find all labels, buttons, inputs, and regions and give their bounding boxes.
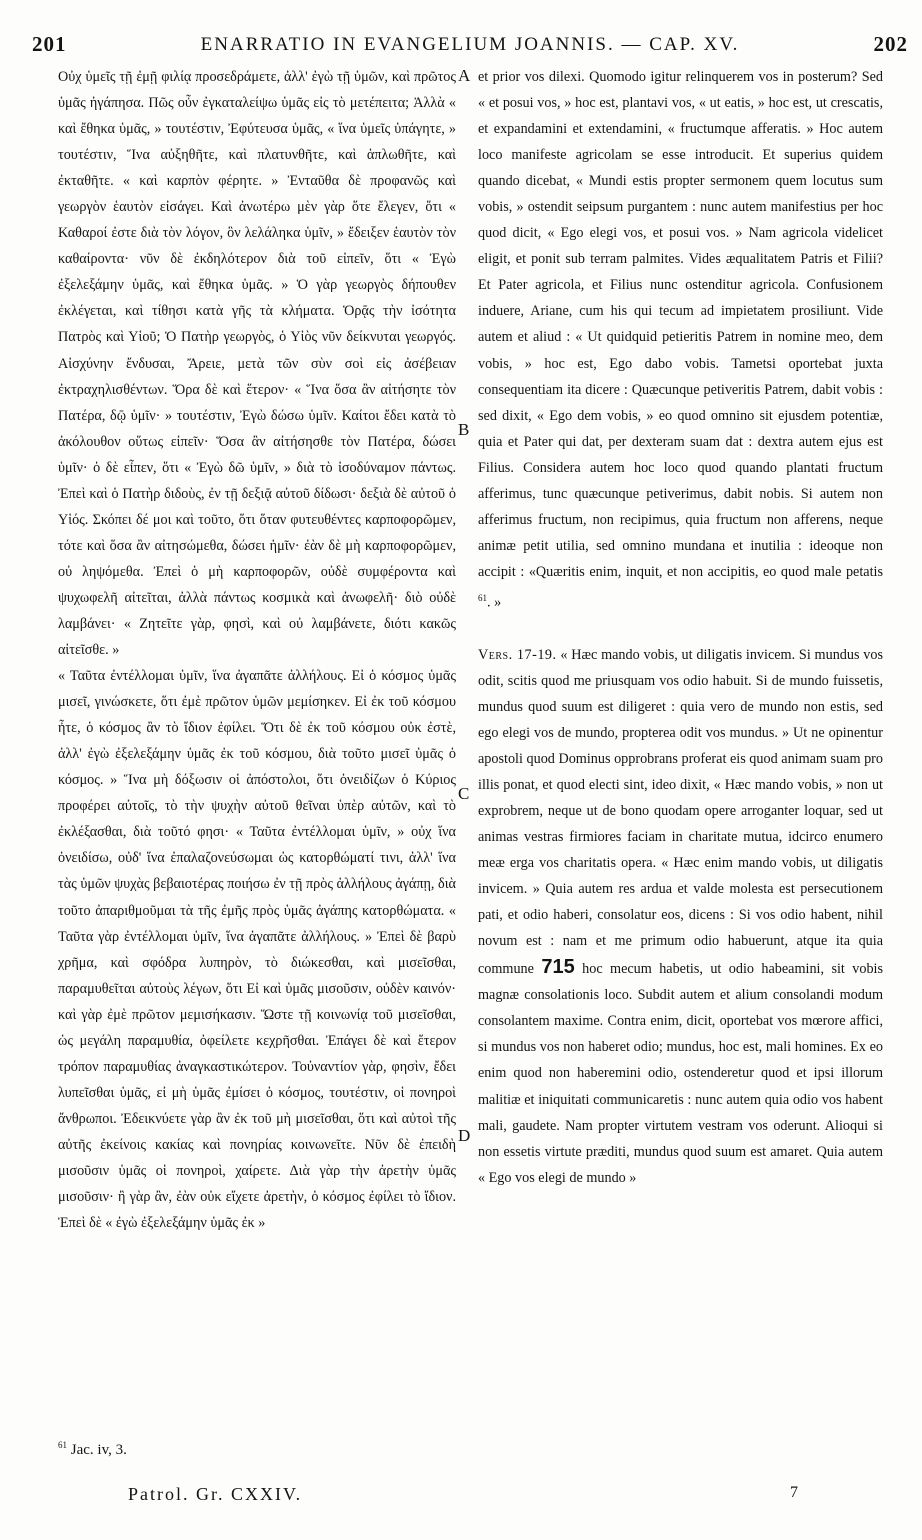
footnote-text: Jac. iv, 3. — [70, 1442, 127, 1458]
latin-text: « Hæc mando vobis, ut diligatis invicem. Si mundus vos odit, scitis quod me priusquam vos odio habuit. Si de mundo fuissetis, mundus quod suum est diligeret : quia vero de mundo non estis, sed ego elegi vos de mundo, propterea odit vos mundus. » Ut ne opinentur apostoli quod Dominus opprobrans proferat eis quod animam suam pro illis ponat, et quod electi sint, ideo dixit, « Hæc mando vobis, » non ut exprobrem, neque ut de bono quodam opere arroganter loquar, sed ut animas vestras firmiores faciam in charitate mutua, idcirco enumero meæ erga vos charitatis opera. « Hæc enim mando vobis, ut diligatis invicem. » Quia autem res ardua et valde molesta est persecutionem pati, et odio haberi, consolatur eos, dicens : Si vos odio habent, nihil novum est : nam et me primum odio habuerunt, atque ita quia commune — [478, 646, 883, 978]
footnote — [58, 1440, 127, 1459]
running-title: ENARRATIO IN EVANGELIUM JOANNIS. — CAP. XV. — [200, 34, 740, 55]
latin-text: hoc mecum habetis, ut odio habeamini, sit vobis magnæ consolationis loco. Subdit autem et alium consolandi modum consolantem maxime. Contra enim, dicit, oportebat vos mœrore affici, si mundus vos non haberet odio; mundus, hoc est, mali homines. Ex eo enim quod non haberemini odio, ostenderetur quod et ipsi illorum malitiæ et iniquitati communicaretis : nunc autem quia odio vos habent mali, gaudete. Nam propter virtutem vestram vos oderunt. Alioqui si non essetis virtute præditi, mundus quod suum est amaret. Quia autem « Ego vos elegi de mundo » — [478, 961, 883, 1186]
page-number-right: 202 — [873, 32, 908, 56]
latin-paragraph — [478, 64, 883, 616]
footnote-number: 61 — [58, 1440, 67, 1450]
latin-paragraph — [478, 642, 883, 1191]
section-marker-b: B — [458, 420, 470, 439]
column-number: 715 — [541, 956, 575, 979]
latin-column — [478, 64, 883, 1191]
section-marker-c: C — [458, 784, 470, 803]
running-header — [32, 22, 908, 62]
page-number-left: 201 — [32, 32, 67, 56]
footer-series: Patrol. Gr. CXXIV. — [128, 1484, 303, 1504]
paragraph-gap — [478, 616, 883, 642]
greek-paragraph: « Ταῦτα ἐντέλλομαι ὑμῖν, ἵνα ἀγαπᾶτε ἀλλήλους. Εἰ ὁ κόσμος ὑμᾶς μισεῖ, γινώσκετε, ὅτι ἐμὲ πρῶτον ὑμῶν μεμίσηκεν. Εἰ ἐκ τοῦ κόσμου ἦτε, ὁ κόσμος ἂν τὸ ἴδιον ἐφίλει. Ὅτι δὲ ἐκ τοῦ κόσμου οὐκ ἐστὲ, ἀλλ' ἐγὼ ἐξελεξάμην ὑμᾶς ἐκ τοῦ κόσμου, διὰ τοῦτο μισεῖ ὑμᾶς ὁ κόσμος. » Ἵνα μὴ δόξωσιν οἱ ἀπόστολοι, ὅτι ὀνειδίζων ὁ Κύριος προφέρει αὐτοῖς, τὸ τὴν ψυχὴν αὐτοῦ θεῖναι ὑπὲρ αὐτῶν, καὶ τὸ ἐκλέξασθαι, διὰ τοῦτό φησι· « Ταῦτα ἐντέλλομαι ὑμῖν, » οὐχ ἵνα ὀνειδίσω, οὐδ' ἵνα ἐπαλαζονεύσωμαι ὡς κατορθώματί τινι, ἀλλ' ἵνα τὰς ὑμῶν ψυχὰς βεβαιοτέρας ποιήσω ἐν τῇ πρὸς ἀλλήλους ἀγάπῃ, διὰ τοῦτο ἀπαριθμοῦμαι τὰ τῆς ἐμῆς πρὸς ὑμᾶς ἀγάπης κατορθώματα. « Ταῦτα γὰρ ἐντέλλομαι ὑμῖν, ἵνα ἀγαπᾶτε ἀλλήλους. » Ἐπεὶ δὲ βαρὺ χρῆμα, καὶ σφόδρα λυπηρὸν, τὸ διώκεσθαι, καὶ μισεῖσθαι, παραμυθεῖται αὐτοὺς λέγων, ὅτι Εἰ καὶ ὑμᾶς μισοῦσιν, οὐδὲν καινόν· καὶ γὰρ ἐμὲ πρῶτον μεμισήκασιν. Ὥστε τῇ κοινωνίᾳ τοῦ μισεῖσθαι, ὡς μεγάλη παραμυθία, ὀφείλετε κεχρῆσθαι. Ἐπάγει δὲ καὶ ἕτερον τρόπον παραμυθίας ἀναγκαστικώτερον. Τοὐναντίον γὰρ, φησὶν, ἔδει λυπεῖσθαι ὑμᾶς, εἰ μὴ ὑμᾶς ἐμίσει ὁ κόσμος, τουτέστιν, οἱ πονηροὶ ἄνθρωποι. Ἐδεικνύετε γὰρ ἂν ἐκ τοῦ μὴ μισεῖσθαι, ὅτι καὶ αὐτοὶ τῆς αὐτῆς ἐκείνοις κακίας καὶ πονηρίας κοινωνεῖτε. Νῦν δὲ ἐπειδὴ μισοῦσιν ὑμᾶς οἱ πονηροὶ, χαίρετε. Διὰ γὰρ τὴν ἀρετὴν ὑμᾶς μισοῦσιν· ἢ γὰρ ἂν, ἐὰν οὐκ εἴχετε ἀρετὴν, ὁ κόσμος ἐφίλει τὸ ἴδιον. Ἐπεὶ δὲ « ἐγὼ ἐξελεξάμην ὑμᾶς ἐκ » — [58, 668, 456, 1232]
greek-paragraph: Οὐχ ὑμεῖς τῇ ἐμῇ φιλίᾳ προσεδράμετε, ἀλλ' ἐγὼ τῇ ὑμῶν, καὶ πρῶτος ὑμᾶς ἠγάπησα. Πῶς οὖν ἐγκαταλείψω ὑμᾶς εἰς τὸ μετέπειτα; Ἀλλὰ « καὶ ἔθηκα ὑμᾶς, » τουτέστιν, Ἐφύτευσα ὑμᾶς, « ἵνα ὑμεῖς ὑπάγητε, » τουτέστιν, Ἵνα αὐξηθῆτε, καὶ πλατυνθῆτε, καὶ ἁπλωθῆτε, καὶ ἐκταθῆτε. « καὶ καρπὸν φέρητε. » Ἐνταῦθα δὲ προφανῶς καὶ γεωργὸν ἑαυτὸν εἰσάγει. Καὶ ἀνωτέρω μὲν γὰρ ὅτε ἔλεγεν, ὅτι « Καθαροί ἐστε διὰ τὸν λόγον, ὃν λελάληκα ὑμῖν, » ἔδειξεν ἑαυτὸν τὸν καθαίροντα· νῦν δὲ ἐκδηλότερον διὰ τοῦ εἰπεῖν, ὅτι « Ἐγὼ ἐξελεξάμην ὑμᾶς, καὶ ἔθηκα ὑμᾶς. » Ὁ γὰρ γεωργὸς δήπουθεν ἐκλέγεται, καὶ τίθησι κατὰ γῆς τὰ κλήματα. Ὁρᾷς τὴν ἰσότητα Πατρὸς καὶ Υἱοῦ; Ὁ Πατὴρ γεωργὸς, ὁ Υἱὸς νῦν δείκνυται γεωργός. Αἰσχύνην ἔνδυσαι, Ἄρειε, μετὰ τῶν σὺν σοὶ εἰς ἀσέβειαν ἐκτραχηλισθέντων. Ὅρα δὲ καὶ ἕτερον· « Ἵνα ὅσα ἂν αἰτήσητε τὸν Πατέρα, δῷ ὑμῖν· » τουτέστιν, Ἐγὼ δώσω ὑμῖν. Καίτοι ἔδει κατὰ τὸ ἀκόλουθον οὕτως εἰπεῖν· Ὅσα ἂν αἰτήσησθε τὸν Πατέρα, δώσει ὑμῖν· ὁ δὲ εἶπεν, ὅτι « Ἐγὼ δῶ ὑμῖν, » διὰ τὸ ἰσοδύναμον πάντως. Ἐπεὶ καὶ ὁ Πατὴρ διδοὺς, ἐν τῇ δεξιᾷ αὐτοῦ δίδωσι· δεξιὰ δὲ αὐτοῦ ὁ Υἱός. Σκόπει δέ μοι καὶ τοῦτο, ὅτι ὅταν φυτευθέντες καρποφορῶμεν, τότε καὶ ὅσα ἂν αἰτησώμεθα, δώσει ἡμῖν· ἐὰν δὲ μὴ καρποφορῶμεν, οὐ ληψόμεθα. Ἐπεὶ ὁ μὴ καρποφορῶν, οὐδὲ συμφέροντα καὶ ψυχωφελῆ αἰτεῖται, ἀλλὰ πάντως κοσμικὰ καὶ ἀνωφελῆ· διὸ οὐδὲ λαμβάνει· « Ζητεῖτε γὰρ, φησὶ, καὶ οὐ λαμβάνετε, διότι κακῶς αἰτεῖσθε. » — [58, 69, 456, 659]
section-marker-a: A — [458, 66, 471, 85]
verse-label: Vers. 17-19. — [478, 646, 557, 663]
footnote-ref: 61 — [478, 592, 487, 603]
section-marker-d: D — [458, 1126, 471, 1145]
greek-column — [58, 64, 456, 1236]
latin-text: et prior vos dilexi. Quomodo igitur relinquerem vos in posterum? Sed « et posui vos, » hoc est, plantavi vos, « ut eatis, » hoc est, ut crescatis, et expandamini et extendamini, « fructumque afferatis. » Hoc autem loco manifeste agricolam se esse introducit. Et superius quidem quando dicebat, « Mundi estis propter sermonem quem locutus sum vobis, » ostendit seipsum purgantem : nunc autem manifestius per hoc quod dicit, « Ego elegi vos, et posui vos. » Nam agricola videlicet eligit, et ponit sub terram palmites. Vides æqualitatem Patris et Filii? Et Pater agricola, et Filius nunc ostenditur agricola. Confusionem induere, Ariane, cum his qui tecum ad impietatem prosiliunt. Vide autem et aliud : « Ut quidquid petieritis Patrem in nomine meo, dem vobis, » hoc est, Ego dabo vobis. Tametsi oportebat juxta consequentiam ita dicere : Quæcunque petiveritis Patrem, dabit vobis : sed dixit, « Ego dem vobis, » eo quod omnino sit ejusdem potentiæ, quia et Pater qui dat, per dexteram suam dat : dextra autem ejus est Filius. Considera autem hoc loco quod quando plantati fructum afferimus, tunc quæcunque petiverimus, dabit nobis. Si autem non afferimus fructum, non recipimus, quia fructum non afferens, neque animæ petit utilia, sed omnino mundana et inutilia : ideoque non accipit : «Quæritis enim, inquit, et non accipitis, eo quod male petatis — [478, 69, 883, 580]
latin-text: . » — [487, 594, 502, 611]
footer-signature: 7 — [790, 1484, 798, 1501]
